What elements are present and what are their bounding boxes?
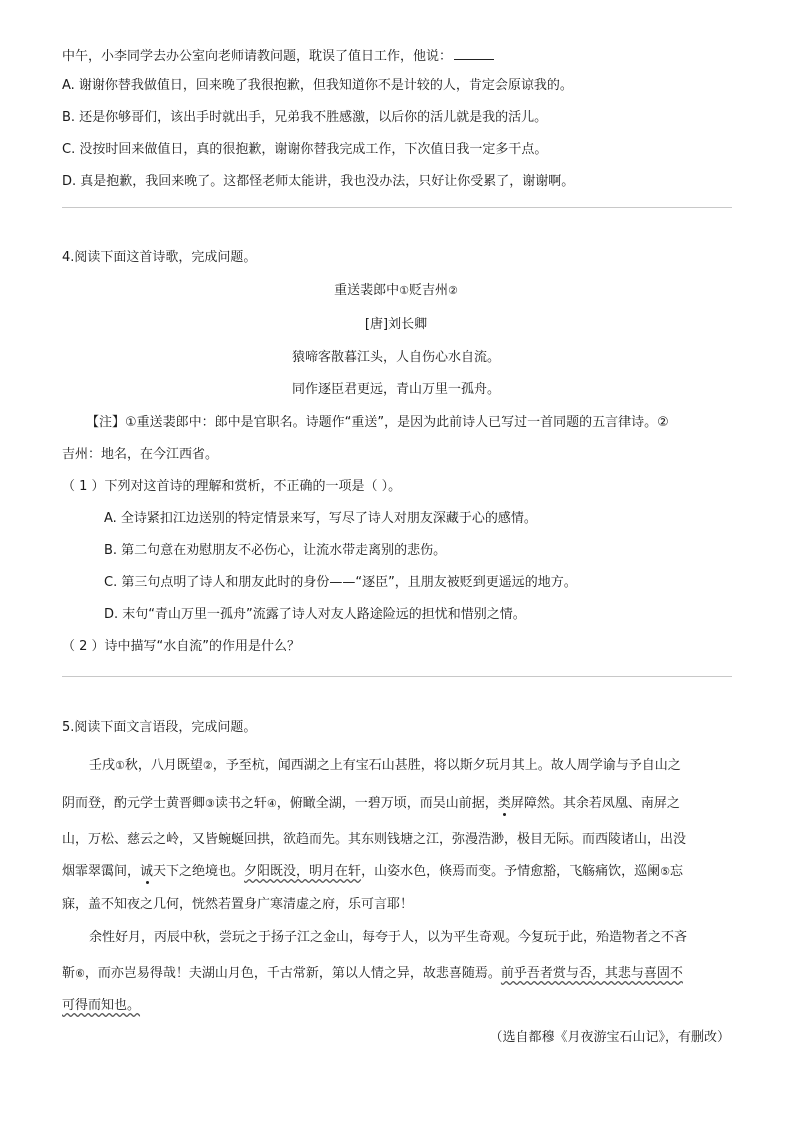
note-mark: ③ <box>205 797 215 810</box>
passage-line: 余性好月，丙辰中秋，尝玩之于扬子江之金山，每夸于人，以为平生奇观。今复玩于此，殆造物者之不吝 <box>89 930 688 945</box>
poem-title: 重送裴郎中①贬吉州② <box>334 283 458 298</box>
note-mark: ① <box>399 284 409 297</box>
q4-sub2: （ 2 ）诗中描写“水自流”的作用是什么？ <box>62 639 301 654</box>
note-mark: ⑥ <box>75 967 85 980</box>
note-mark: ② <box>202 759 213 772</box>
passage-line: 阴而登，酌元学士黄晋卿③读书之轩④，俯瞰全湖，一碧万顷，而吴山前据，类 屏障然。其余若凤凰、南屏之 <box>62 796 680 812</box>
wavy-underlined-text: 夕阳既没，明月在轩 <box>244 864 362 879</box>
poem-note-cont: 吉州：地名，在今江西省。 <box>62 447 219 462</box>
passage-line <box>62 998 140 1014</box>
poem-line: 同作逐臣君更远，青山万里一孤舟。 <box>291 382 500 397</box>
note-mark: ⑤ <box>660 865 670 878</box>
note-mark: ④ <box>266 797 277 810</box>
poem-author: [唐]刘长卿 <box>364 317 428 332</box>
q4-sub1: （ 1 ）下列对这首诗的理解和赏析，不正确的一项是（ ）。 <box>62 479 402 494</box>
passage-line: 靳⑥，而亦岂易得哉！夫湖山月色，千古常新，第以人情之异，故悲喜随焉。前乎吾者赏与否，其悲与喜固不 <box>62 966 683 981</box>
note-mark: ① <box>115 759 125 772</box>
wavy-underlined-text: 前乎吾者赏与否，其悲与喜固不 <box>500 966 683 981</box>
emphasis-dot-char: 类 <box>498 796 511 811</box>
passage-line: 山，万松、慈云之岭，又皆蜿蜒回拱，欲趋而先。其东则钱塘之江，弥漫浩渺，极目无际。而西陵诸山，出没 <box>62 832 687 847</box>
emphasis-dot-char: 诚 <box>140 864 153 879</box>
passage-line: 壬戌①秋，八月既望②，予至杭，闻西湖之上有宝石山甚胜，将以斯夕玩月其上。故人周学谕与予自山之 <box>89 758 681 773</box>
q3-stem: 中午，小李同学去办公室向老师请教问题，耽误了值日工作，他说： <box>62 47 494 65</box>
q3-option-b: B. 还是你够哥们，该出手时就出手，兄弟我不胜感激，以后你的活儿就是我的活儿。 <box>62 110 548 125</box>
q4-title: 4.阅读下面这首诗歌，完成问题。 <box>62 250 257 265</box>
q5-title: 5.阅读下面文言语段，完成问题。 <box>62 720 257 735</box>
note-mark: ② <box>448 284 458 297</box>
poem-line: 猿啼客散暮江头，人自伤心水自流。 <box>291 350 500 365</box>
poem-note: 【注】①重送裴郎中：郎中是官职名。诗题作“重送”，是因为此前诗人已写过一首同题的五言律诗。② <box>86 415 669 430</box>
q4-sub1-option-d: D. 末句“青山万里一孤舟”流露了诗人对友人路途险远的担忧和惜别之情。 <box>104 607 526 622</box>
emphasis-dot <box>146 881 149 884</box>
emphasis-dot <box>503 813 506 816</box>
q3-option-c: C. 没按时回来做值日，真的很抱歉，谢谢你替我完成工作，下次值日我一定多干点。 <box>62 142 548 157</box>
q3-option-a: A. 谢谢你替我做值日，回来晚了我很抱歉，但我知道你不是计较的人，肯定会原谅我的。 <box>62 78 573 93</box>
q4-sub1-option-a: A. 全诗紧扣江边送别的特定情景来写，写尽了诗人对朋友深藏于心的感情。 <box>104 511 537 526</box>
q3-option-d: D. 真是抱歉，我回来晚了。这都怪老师太能讲，我也没办法，只好让你受累了，谢谢啊。 <box>62 174 575 189</box>
answer-blank <box>454 47 494 60</box>
passage-source: （选自都穆《月夜游宝石山记》，有删改） <box>489 1030 730 1045</box>
q4-sub1-option-b: B. 第二句意在劝慰朋友不必伤心，让流水带走离别的悲伤。 <box>104 543 447 558</box>
divider <box>62 207 732 208</box>
q4-sub1-option-c: C. 第三句点明了诗人和朋友此时的身份——“逐臣”，且朋友被贬到更遥远的地方。 <box>104 575 577 590</box>
wavy-underlined-text: 可得而知也。 <box>62 998 141 1013</box>
divider <box>62 676 732 677</box>
passage-line: 寐，盖不知夜之几何，恍然若置身广寒清虚之府，乐可言耶！ <box>62 897 414 912</box>
passage-line: 烟霏翠霭间，诚 天下之绝境也。夕阳既没，明月在轩，山姿水色，倏焉而变。予情愈豁，飞觞痛饮，巡阑⑤忘 <box>62 864 683 880</box>
